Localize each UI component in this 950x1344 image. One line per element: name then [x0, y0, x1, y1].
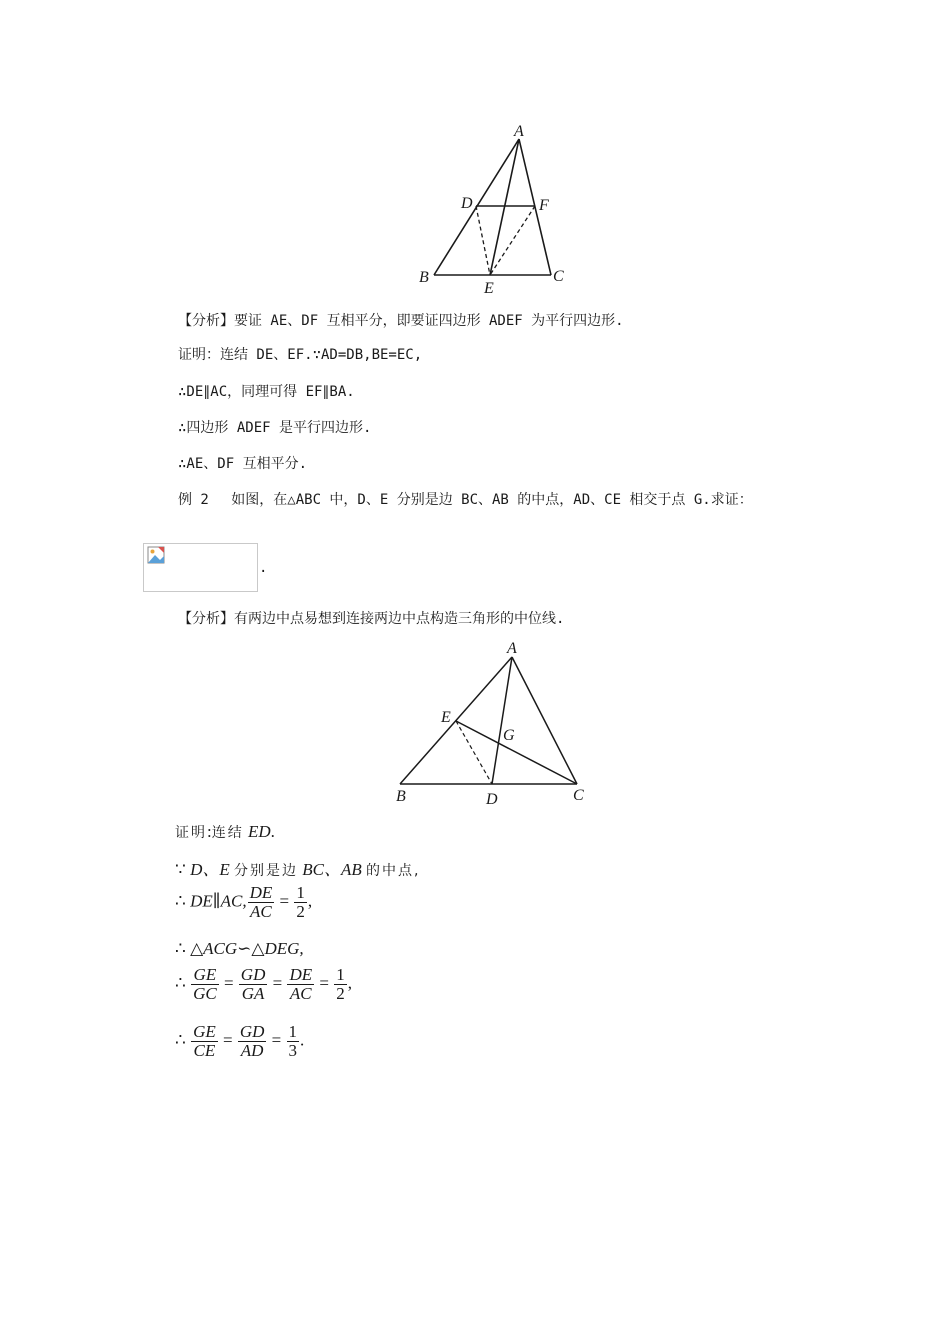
figure-2-triangle-abc: [390, 635, 590, 810]
label-d: D: [486, 791, 498, 808]
fraction-one-third: $\frac{1}{3}$: [288, 1022, 297, 1060]
label-b: B: [396, 788, 406, 805]
label-d: D: [461, 195, 473, 212]
fraction-one-half: $\frac{1}{2}$: [296, 883, 305, 921]
figure-1-triangle-adef: [410, 118, 580, 298]
label-e: E: [441, 709, 451, 726]
segment-de-dashed: [476, 206, 490, 275]
label-a: A: [514, 123, 524, 140]
proof-2-line-6: ∴ $\frac{GE}{CE}$ = $\frac{GD}{AD}$ = $\frac{1}{3}$ .: [175, 1022, 305, 1060]
proof-2-line-3: ∴ DE∥AC, $\frac{DE}{AC}$ = $\frac{1}{2}$ ,: [175, 883, 313, 921]
label-c: C: [553, 268, 564, 285]
proof-2-line-4: ∴ △ACG∽△DEG,: [175, 939, 304, 958]
proof-1-line-2: ∴DE∥AC，同理可得 EF∥BA.: [178, 384, 355, 400]
proof-2-line-1: 证明:连结 ED.: [175, 822, 275, 841]
label-a: A: [507, 640, 517, 657]
fraction-one-half: $\frac{1}{2}$: [336, 965, 345, 1003]
label-g: G: [503, 727, 515, 744]
broken-image-placeholder: [143, 543, 258, 592]
broken-image-icon: [147, 546, 165, 564]
fraction-gd-ad: $\frac{GD}{AD}$: [239, 1022, 265, 1060]
fraction-ge-ce: $\frac{GE}{CE}$: [193, 1022, 216, 1060]
fraction-ge-gc: $\frac{GE}{GC}$: [193, 965, 217, 1003]
proof-2-line-2: ∵ D、E 分别是边 BC、AB 的中点,: [175, 860, 421, 879]
proof-1-line-4: ∴AE、DF 互相平分.: [178, 456, 308, 472]
analysis-1: 【分析】要证 AE、DF 互相平分，即要证四边形 ADEF 为平行四边形.: [178, 313, 624, 329]
proof-1-line-3: ∴四边形 ADEF 是平行四边形.: [178, 420, 372, 436]
period-after-image: .: [259, 560, 268, 576]
label-e: E: [484, 280, 494, 297]
example-2-statement: 例 2 如图，在△ABC 中，D、E 分别是边 BC、AB 的中点，AD、CE 相交于点 G.求证：: [178, 492, 753, 508]
proof-1-line-1: 证明：连结 DE、EF.∵AD=DB,BE=EC,: [178, 347, 423, 363]
fraction-gd-ga: $\frac{GD}{GA}$: [240, 965, 266, 1003]
analysis-2: 【分析】有两边中点易想到连接两边中点构造三角形的中位线.: [178, 611, 565, 627]
label-b: B: [419, 269, 429, 286]
fraction-de-ac: $\frac{DE}{AC}$: [289, 965, 313, 1003]
proof-2-line-5: ∴ $\frac{GE}{GC}$ = $\frac{GD}{GA}$ = $\frac{DE}{AC}$ = $\frac{1}{2}$ ,: [175, 965, 352, 1003]
segment-ae: [490, 139, 519, 275]
fraction-de-ac: $\frac{DE}{AC}$: [249, 883, 273, 921]
label-f: F: [539, 197, 549, 214]
segment-ac: [512, 657, 577, 784]
label-c: C: [573, 787, 584, 804]
